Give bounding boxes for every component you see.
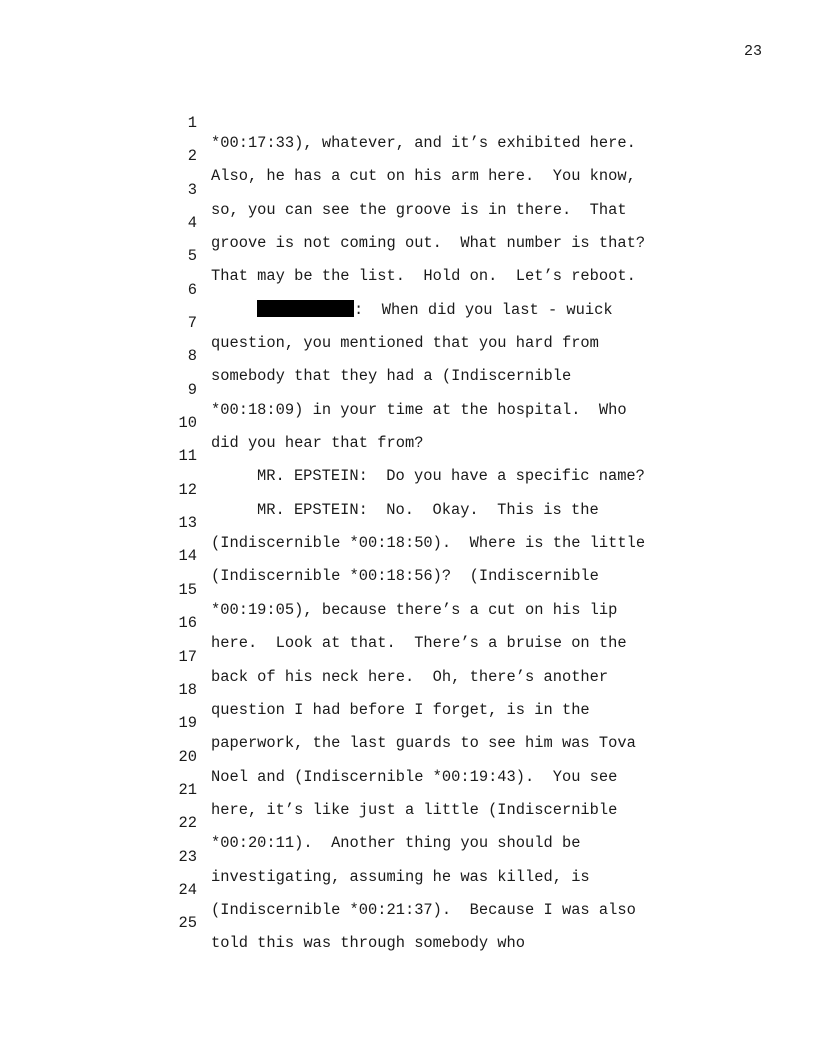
line-text: That may be the list. Hold on. Let’s reboot. — [211, 267, 636, 286]
page-number: 23 — [743, 43, 762, 60]
line-text: question I had before I forget, is in the — [211, 700, 590, 719]
line-number: 3 — [187, 180, 197, 199]
line-number: 25 — [178, 914, 197, 933]
line-text: back of his neck here. Oh, there’s another — [211, 667, 609, 686]
line-text: Noel and (Indiscernible *00:19:43). You see — [211, 767, 618, 786]
line-text: *00:18:09) in your time at the hospital. Who — [211, 400, 627, 419]
transcript-line — [168, 426, 688, 486]
line-number: 9 — [187, 380, 197, 399]
transcript-line — [168, 893, 688, 953]
transcript-line — [168, 660, 688, 719]
line-number: 11 — [178, 447, 197, 466]
line-number: 21 — [178, 780, 197, 799]
transcript-body — [168, 93, 688, 953]
speaker-remark: : When did you last - wuick — [354, 300, 613, 319]
line-number: 8 — [187, 347, 197, 366]
transcript-line — [168, 793, 688, 853]
transcript-line — [168, 493, 688, 553]
line-number: 7 — [187, 314, 197, 333]
transcript-line — [168, 693, 688, 753]
line-number: 20 — [178, 747, 197, 766]
line-text: *00:20:11). Another thing you should be — [211, 834, 581, 853]
line-text: (Indiscernible *00:18:50). Where is the little — [211, 534, 646, 553]
line-number: 5 — [187, 247, 197, 266]
line-number: 22 — [178, 814, 197, 833]
line-number: 14 — [178, 547, 197, 566]
transcript-line — [168, 93, 688, 152]
transcript-line — [168, 727, 688, 786]
transcript-line — [168, 593, 688, 653]
transcript-line — [168, 193, 688, 253]
line-text: *00:19:05), because there’s a cut on his lip — [211, 600, 618, 619]
line-text: here. Look at that. There’s a bruise on the — [211, 634, 627, 653]
line-number: 12 — [178, 480, 197, 499]
line-text: groove is not coming out. What number is that? — [211, 234, 646, 253]
line-number: 6 — [187, 280, 197, 299]
line-number: 18 — [178, 680, 197, 699]
transcript-line — [168, 260, 688, 319]
line-text: investigating, assuming he was killed, is — [211, 867, 590, 886]
line-text: (Indiscernible *00:18:56)? (Indiscernible — [211, 567, 599, 586]
transcript-line — [168, 860, 688, 919]
line-text: *00:17:33), whatever, and it’s exhibited here. — [211, 134, 636, 152]
line-number: 10 — [178, 414, 197, 433]
line-number: 16 — [178, 614, 197, 633]
transcript-line — [168, 326, 688, 386]
transcript-line — [168, 393, 688, 453]
line-text: here, it’s like just a little (Indiscernible — [211, 800, 618, 819]
speaker-remark: MR. EPSTEIN: Do you have a specific name? — [257, 467, 645, 486]
line-text: so, you can see the groove is in there. That — [211, 200, 627, 219]
transcript-line — [168, 627, 688, 686]
line-text: did you hear that from? — [211, 434, 424, 453]
line-text: (Indiscernible *00:21:37). Because I was also — [211, 900, 636, 919]
transcript-line — [168, 226, 688, 286]
line-number: 4 — [187, 214, 197, 233]
speaker-remark: MR. EPSTEIN: No. Okay. This is the — [257, 500, 599, 519]
line-number: 23 — [178, 847, 197, 866]
line-number: 24 — [178, 880, 197, 899]
transcript-line — [168, 526, 688, 586]
line-number: 2 — [187, 147, 197, 166]
line-number: 13 — [178, 514, 197, 533]
line-number: 19 — [178, 714, 197, 733]
transcript-line — [168, 560, 688, 619]
transcript-line — [168, 126, 688, 186]
line-number: 17 — [178, 647, 197, 666]
transcript-line — [168, 293, 688, 353]
line-text: question, you mentioned that you hard from — [211, 334, 599, 353]
transcript-line — [168, 460, 688, 519]
transcript-line — [168, 160, 688, 219]
line-text: somebody that they had a (Indiscernible — [211, 367, 572, 386]
transcript-line — [168, 827, 688, 886]
line-text: Also, he has a cut on his arm here. You know, — [211, 167, 636, 186]
line-number: 15 — [178, 580, 197, 599]
line-text: paperwork, the last guards to see him was Tova — [211, 734, 636, 753]
transcript-line — [168, 360, 688, 419]
line-text: told this was through somebody who — [211, 934, 526, 953]
line-number: 1 — [187, 114, 197, 132]
transcript-line — [168, 760, 688, 819]
